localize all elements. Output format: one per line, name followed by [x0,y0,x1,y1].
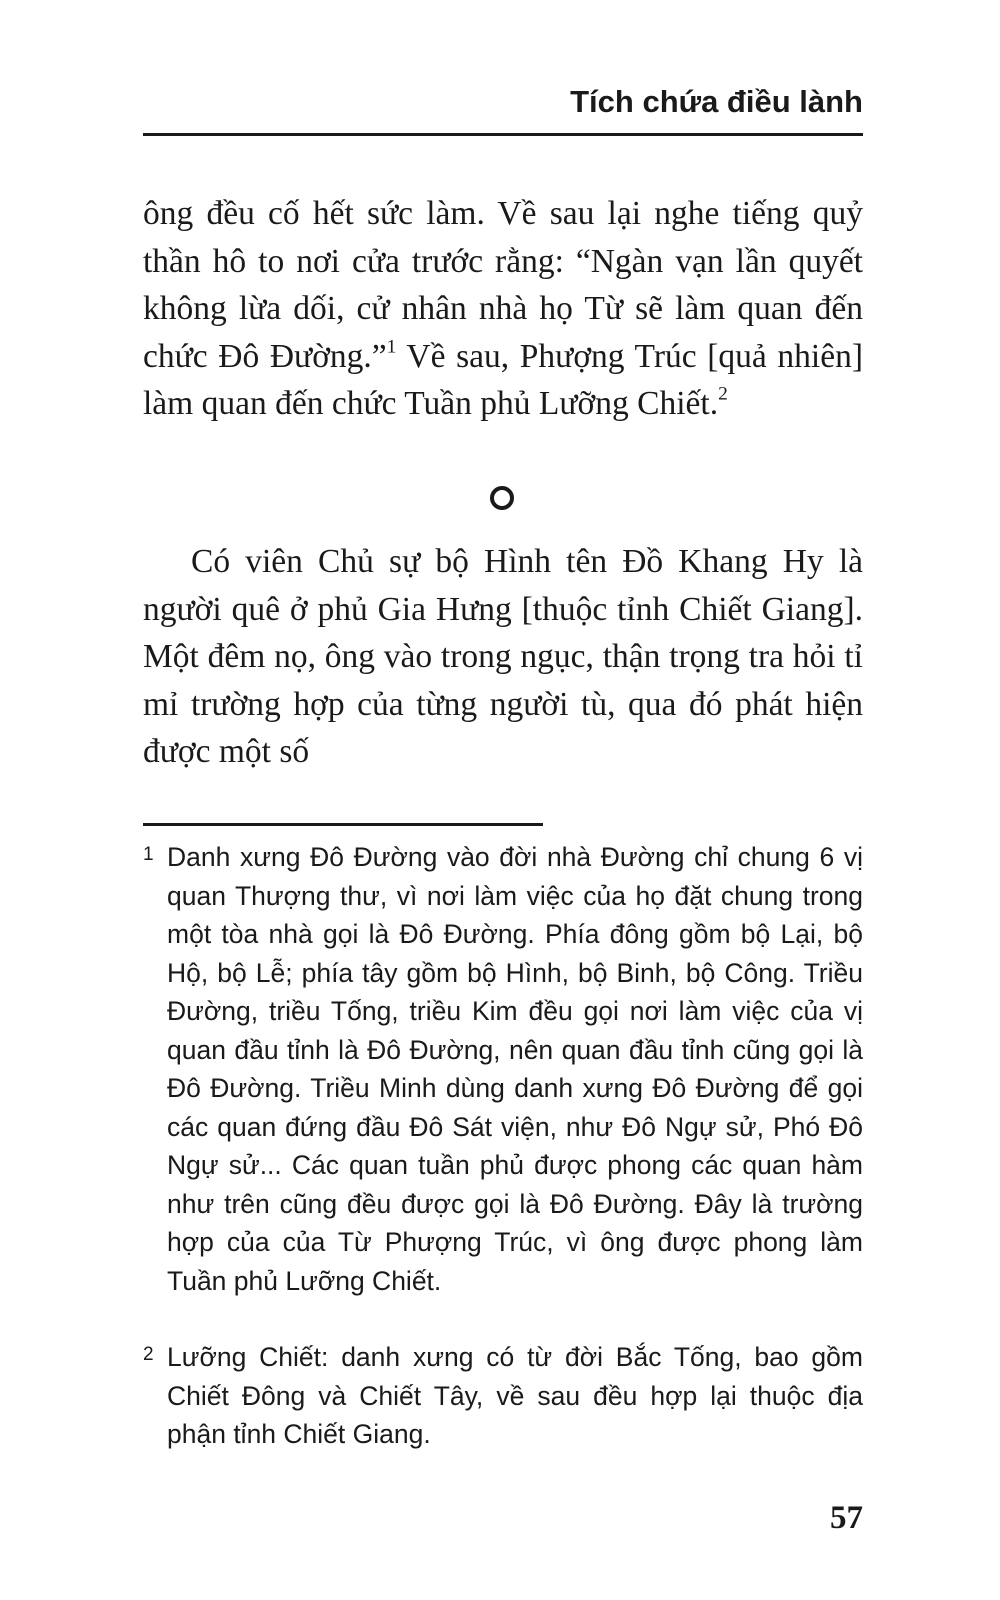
footnote-2 [143,1338,863,1454]
footnote-separator [143,823,543,826]
footnote-ref-2: 2 [718,383,728,405]
paragraph-1-text-a: ông đều cố hết sức làm. Về sau lại nghe tiếng quỷ thần hô to nơi cửa trước rằng: “Ngàn vạn lần quyết không lừa dối, cử nhân nhà họ Từ sẽ làm quan đến chức Đô Đường.” [143,195,863,375]
footnote-1-text: Danh xưng Đô Đường vào đời nhà Đường chỉ chung 6 vị quan Thượng thư, vì nơi làm việc của họ đặt chung trong một tòa nhà gọi là Đô Đường. Phía đông gồm bộ Lại, bộ Hộ, bộ Lễ; phía tây gồm bộ Hình, bộ Binh, bộ Công. Triều Đường, triều Tống, triều Kim đều gọi nơi làm việc của vị quan đầu tỉnh là Đô Đường, nên quan đầu tỉnh cũng gọi là Đô Đường. Triều Minh dùng danh xưng Đô Đường để gọi các quan đứng đầu Đô Sát viện, như Đô Ngự sử, Phó Đô Ngự sử... Các quan tuần phủ được phong các quan hàm như trên cũng đều được gọi là Đô Đường. Đây là trường hợp của của Từ Phượng Trúc, vì ông được phong làm Tuần phủ Lưỡng Chiết. [167,842,863,1296]
header-rule [143,133,863,136]
page-number: 57 [830,1500,863,1536]
footnote-1-mark: 1 [143,844,154,865]
footnote-2-text: Lưỡng Chiết: danh xưng có từ đời Bắc Tống, bao gồm Chiết Đông và Chiết Tây, về sau đều hợp lại thuộc địa phận tỉnh Chiết Giang. [167,1342,863,1449]
footnote-1 [143,838,863,1300]
body-paragraph-2: Có viên Chủ sự bộ Hình tên Đồ Khang Hy là người quê ở phủ Gia Hưng [thuộc tỉnh Chiết Giang]. Một đêm nọ, ông vào trong ngục, thận trọng tra hỏi tỉ mỉ trường hợp của từng người tù, qua đó phát hiện được một số [143,543,863,770]
body-paragraph-1 [143,190,863,428]
paragraph-1-text-b: Về sau, Phượng Trúc [quả nhiên] làm quan đến chức Tuần phủ Lưỡng Chiết. [143,337,863,422]
running-title: Tích chứa điều lành [570,84,863,119]
section-divider-circle-icon [490,486,514,510]
footnote-2-mark: 2 [143,1344,154,1365]
footnote-ref-1: 1 [386,335,397,357]
